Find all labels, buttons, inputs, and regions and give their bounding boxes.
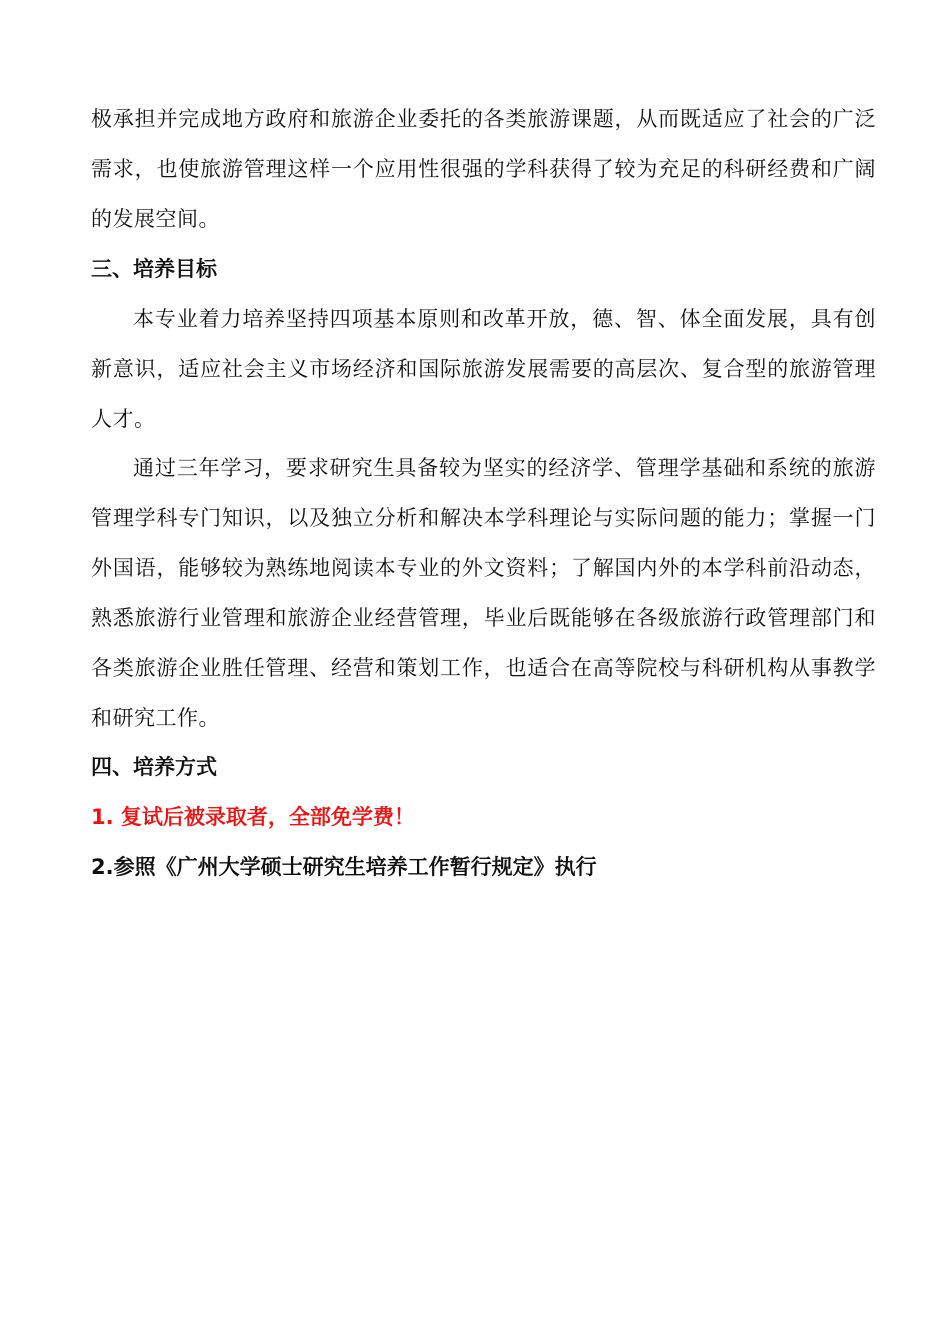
paragraph-research-tasks: 极承担并完成地方政府和旅游企业委托的各类旅游课题，从而既适应了社会的广泛需求，也使旅游管理这样一个应用性很强的学科获得了较为充足的科研经费和广阔的发展空间。 [91, 107, 876, 231]
paragraph-study-requirements: 通过三年学习，要求研究生具备较为坚实的经济学、管理学基础和系统的旅游管理学科专门知识，以及独立分析和解决本学科理论与实际问题的能力；掌握一门外国语，能够较为熟练地阅读本专业的外文资料；了解国内外的本学科前沿动态，熟悉旅游行业管理和旅游企业经营管理，毕业后既能够在各级旅游行政管理部门和各类旅游企业胜任管理、经营和策划工作，也适合在高等院校与科研机构从事教学和研究工作。 [91, 456, 876, 730]
list-item-regulation-reference: 2.参照《广州大学硕士研究生培养工作暂行规定》执行 [91, 855, 597, 879]
paragraph-training-goals: 本专业着力培养坚持四项基本原则和改革开放，德、智、体全面发展，具有创新意识，适应社会主义市场经济和国际旅游发展需要的高层次、复合型的旅游管理人才。 [91, 307, 876, 431]
list-item-tuition-free: 1. 复试后被录取者，全部免学费！ [91, 805, 415, 829]
section-heading-training-goals: 三、培养目标 [91, 257, 217, 281]
section-heading-training-method: 四、培养方式 [91, 755, 217, 779]
